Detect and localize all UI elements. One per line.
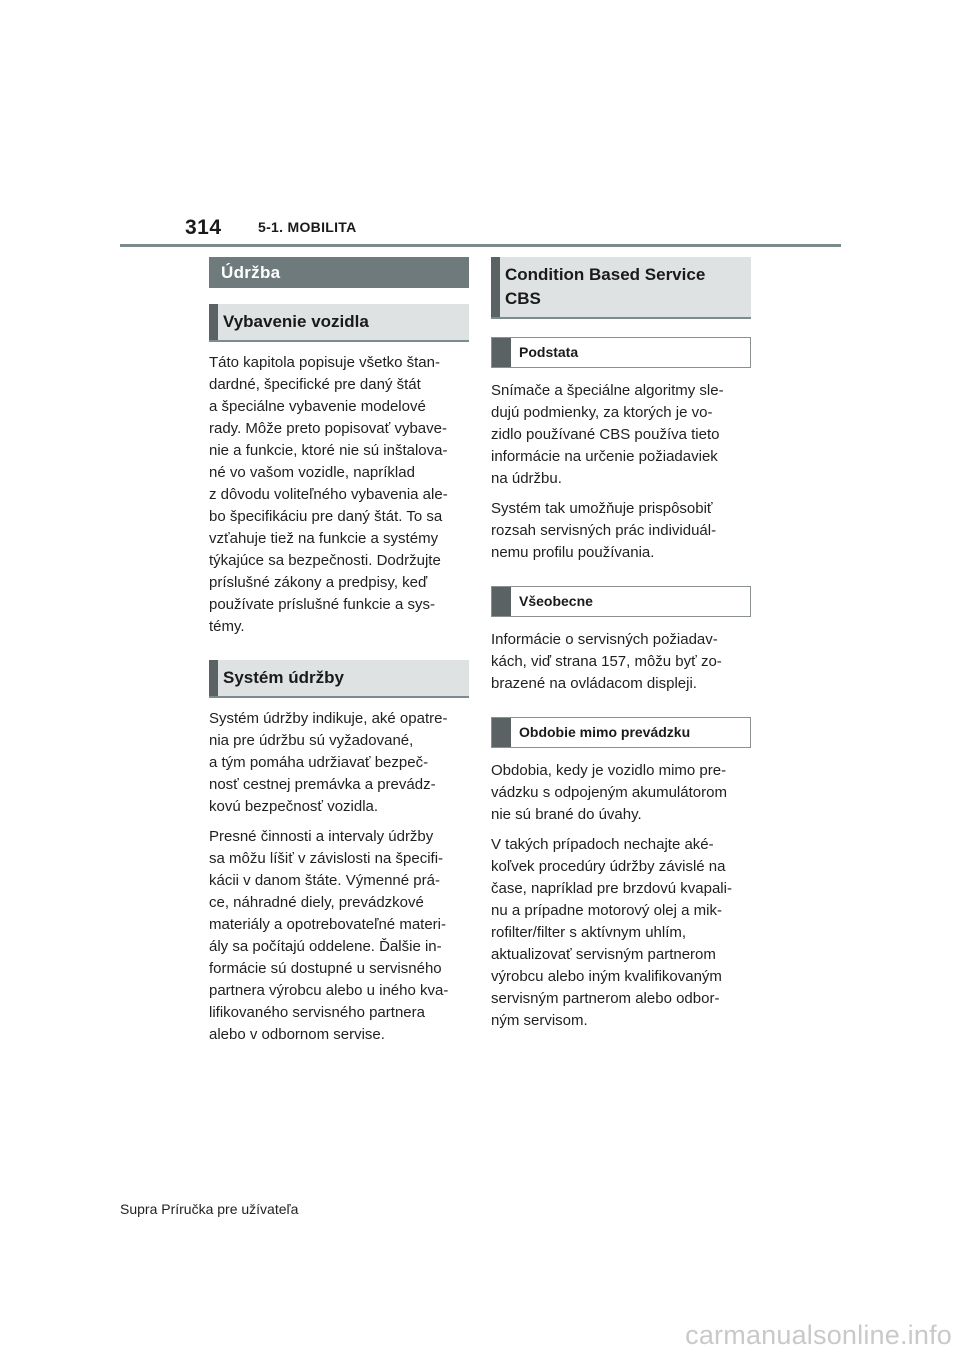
- subheading-marker: [492, 718, 511, 747]
- paragraph-obdobie-2: V takých prípadoch nechajte aké- koľvek procedúry údržby závislé na čase, napríklad pre brzdovú kvapali- nu a prípadne motorový olej a mik- rofilter/filter s aktívnym uhlím, aktualizovať servisným partnerom výrobcu alebo iným kvalifikovaným servisným partnerom alebo odbor- ným servisom.: [491, 836, 732, 1029]
- heading-marker: [491, 257, 500, 317]
- section-heading-system-udrzby: [209, 660, 469, 698]
- paragraph-system-udrzby-1: Systém údržby indikuje, aké opatre- nia pre údržbu sú vyžadované, a tým pomáha udržiavať bezpeč- nosť cestnej premávka a prevádz- kovú bezpečnosť vozidla.: [209, 710, 448, 815]
- paragraph-podstata-1: Snímače a špeciálne algoritmy sle- dujú podmienky, za ktorých je vo- zidlo používané CBS používa tieto informácie na určenie požiadaviek na údržbu.: [491, 382, 724, 487]
- header-divider: [120, 244, 841, 247]
- main-heading: Údržba: [209, 257, 469, 288]
- left-column: [209, 257, 469, 1054]
- subheading-text: Podstata: [519, 344, 579, 360]
- paragraph-system-udrzby-2: Presné činnosti a intervaly údržby sa môžu líšiť v závislosti na špecifi- kácii v danom štáte. Výmenné prá- ce, náhradné diely, prevádzkové materiály a opotrebovateľné materi- ály sa počítajú oddelene. Ďalšie in- formácie sú dostupné u servisného partnera výrobcu alebo u iného kva- lifikovaného servisného partnera alebo v odbornom servise.: [209, 828, 449, 1043]
- subheading-text: Všeobecne: [519, 593, 593, 609]
- page-number: 314: [185, 216, 222, 239]
- subheading-vseobecne: [491, 586, 751, 617]
- subheading-obdobie-mimo-prevadzku: [491, 717, 751, 748]
- chapter-title: 5-1. MOBILITA: [258, 219, 357, 235]
- paragraph-podstata-2: Systém tak umožňuje prispôsobiť rozsah servisných prác individuál- nemu profilu používania.: [491, 500, 717, 561]
- subheading-podstata: [491, 337, 751, 368]
- paragraph-vybavenie: Táto kapitola popisuje všetko štan- dardné, špecifické pre daný štát a špeciálne vybavenie modelové rady. Môže preto popisovať vybave- nie a funkcie, ktoré nie sú inštalova- né vo vašom vozidle, napríklad z dôvodu voliteľného vybavenia ale- bo špecifikáciu pre daný štát. To sa vzťahuje tiež na funkcie a systémy týkajúce sa bezpečnosti. Dodržujte príslušné zákony a predpisy, keď používate príslušné funkcie a sys- témy.: [209, 354, 448, 635]
- section-heading-text: Condition Based Service CBS: [505, 265, 706, 308]
- subheading-marker: [492, 587, 511, 616]
- footer-text: Supra Príručka pre užívateľa: [120, 1201, 299, 1217]
- right-column: [491, 257, 751, 1040]
- section-heading-cbs: [491, 257, 751, 319]
- paragraph-vseobecne: Informácie o servisných požiadav- kách, viď strana 157, môžu byť zo- brazené na ovládacom displeji.: [491, 631, 722, 692]
- subheading-text: Obdobie mimo prevádzku: [519, 724, 691, 740]
- subheading-marker: [492, 338, 511, 367]
- heading-marker: [209, 660, 218, 696]
- watermark: carmanualsonline.info: [685, 1320, 952, 1350]
- section-heading-vybavenie: [209, 304, 469, 342]
- section-heading-text: Systém údržby: [223, 668, 344, 687]
- section-heading-text: Vybavenie vozidla: [223, 312, 369, 331]
- heading-marker: [209, 304, 218, 340]
- paragraph-obdobie-1: Obdobia, kedy je vozidlo mimo pre- vádzku s odpojeným akumulátorom nie sú brané do úvahy.: [491, 762, 727, 823]
